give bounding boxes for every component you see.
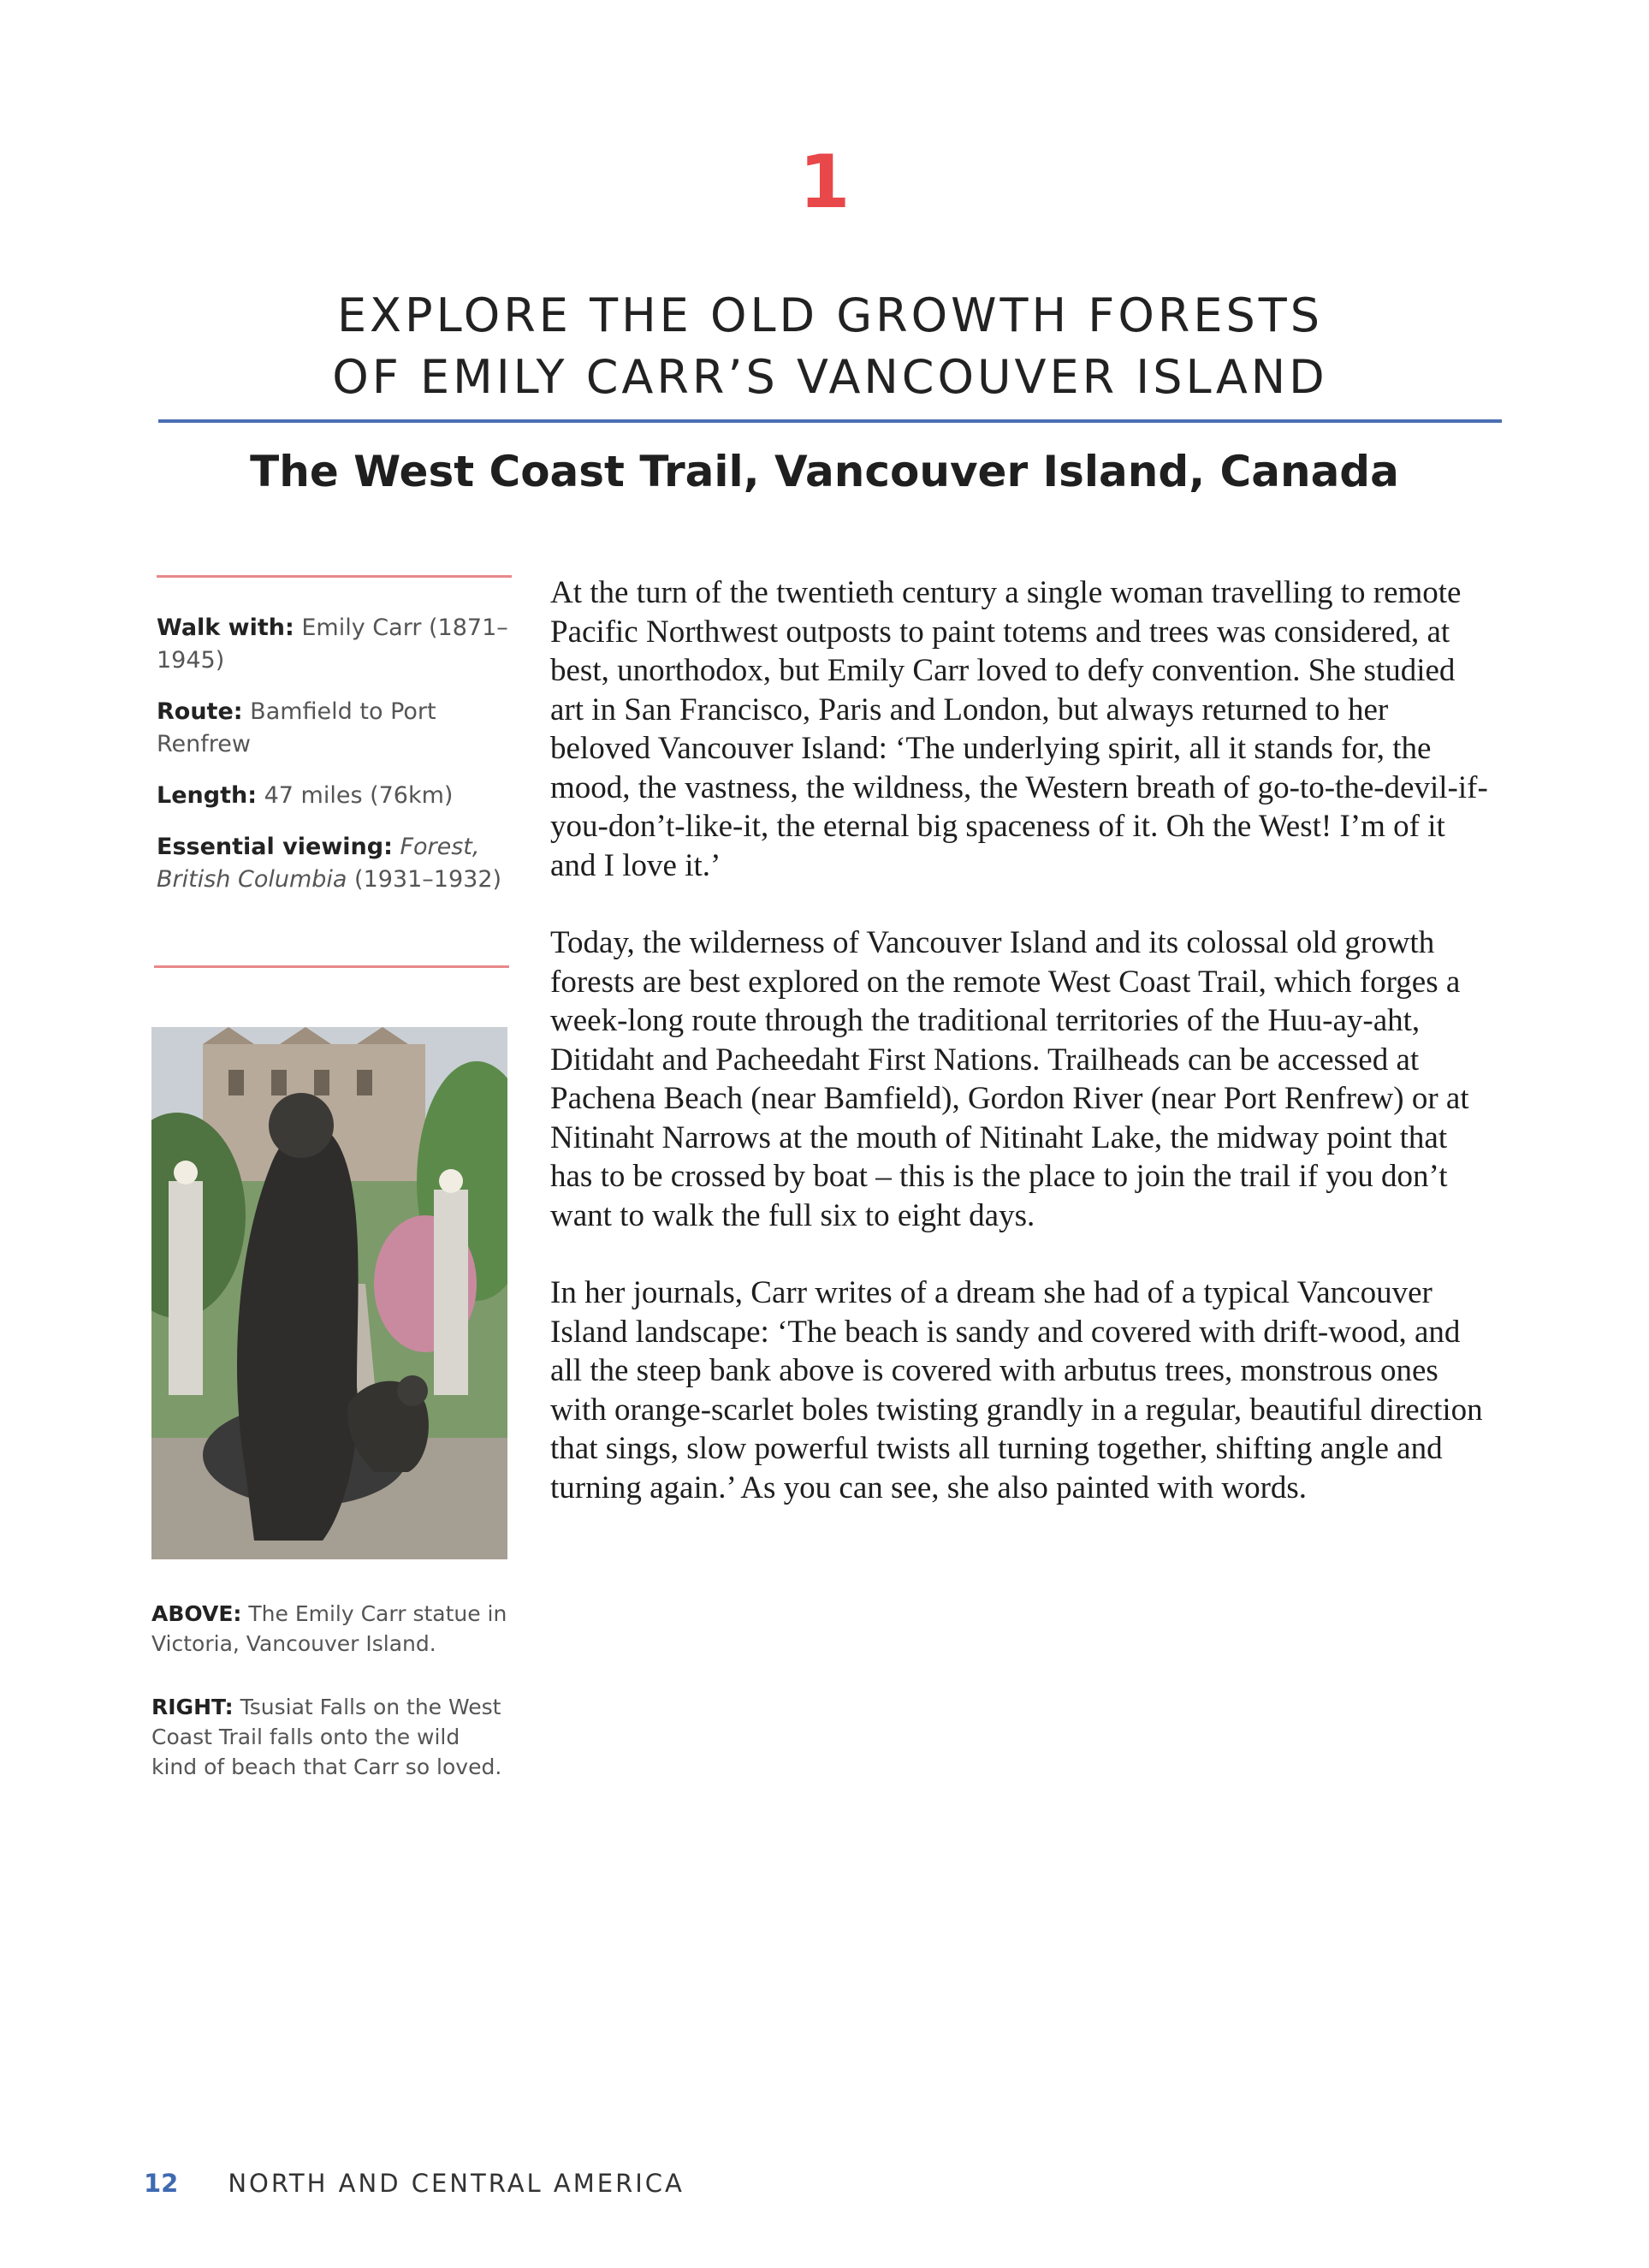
chapter-title	[163, 285, 1498, 408]
walk-with-label: Walk with:	[157, 614, 294, 641]
caption-above-label: ABOVE:	[151, 1601, 242, 1626]
emily-carr-statue-photo	[151, 1027, 507, 1559]
walk-with-item	[157, 612, 525, 677]
length-value: 47 miles (76km)	[264, 782, 454, 809]
article-body	[550, 573, 1496, 1546]
caption-right-label: RIGHT:	[151, 1695, 234, 1719]
photo-top-rule	[154, 965, 509, 968]
chapter-subtitle: The West Coast Trail, Vancouver Island, Canada	[250, 447, 1399, 496]
body-paragraph-3: In her journals, Carr writes of a dream she had of a typical Vancouver Island landscape: ‘The beach is sandy and covered with drift-wood, and all the steep bank above is covered with arbutus trees, monstrous ones with orange-scarlet boles twisting grandly in a regular, beautiful direction that sings, slow powerful twists all turning together, shifting angle and turning again.’ As you can see, she also painted with words.	[550, 1275, 1483, 1505]
chapter-number: 1	[798, 140, 851, 225]
body-paragraph-2: Today, the wilderness of Vancouver Island and its colossal old growth forests are best explored on the remote West Coast Trail, which forges a week-long route through the traditional territories of the Huu-ay-aht, Ditidaht and Pacheedaht First Nations. Trailheads can be accessed at Pachena Beach (near Bamfield), Gordon River (near Port Renfrew) or at Nitinaht Narrows at the mouth of Nitinaht Lake, the midway point that has to be crossed by boat – this is the place to join the trail if you don’t want to walk the full six to eight days.	[550, 925, 1469, 1233]
essential-viewing-years: (1931–1932)	[354, 866, 502, 893]
chapter-title-line-2: OF EMILY CARR’S VANCOUVER ISLAND	[332, 350, 1328, 404]
title-divider	[158, 419, 1502, 423]
route-label: Route:	[157, 698, 243, 725]
walk-with-value: Emily Carr (1871–1945)	[157, 614, 508, 674]
section-name: NORTH AND CENTRAL AMERICA	[228, 2169, 685, 2198]
walk-info-box	[157, 612, 525, 915]
essential-viewing-item	[157, 831, 525, 896]
caption-right	[151, 1692, 511, 1782]
caption-above-text: The Emily Carr statue in Victoria, Vancouver Island.	[151, 1601, 507, 1656]
caption-right-text: Tsusiat Falls on the West Coast Trail falls onto the wild kind of beach that Carr so loved.	[151, 1695, 502, 1779]
chapter-title-line-1: EXPLORE THE OLD GROWTH FORESTS	[336, 288, 1324, 342]
length-label: Length:	[157, 782, 257, 809]
essential-viewing-title: Forest, British Columbia	[157, 834, 480, 893]
body-paragraph-1: At the turn of the twentieth century a single woman travelling to remote Pacific Northwest outposts to paint totems and trees was considered, at best, unorthodox, but Emily Carr loved to defy convention. She studied art in San Francisco, Paris and London, but always returned to her beloved Vancouver Island: ‘The underlying spirit, all it stands for, the mood, the vastness, the wildness, the Western breath of go-to-the-devil-if-you-don’t-like-it, the eternal big spaceness of it. Oh the West! I’m of it and I love it.’	[550, 575, 1488, 883]
caption-above	[151, 1599, 511, 1659]
page-footer	[144, 2169, 685, 2198]
route-item	[157, 696, 525, 761]
route-value: Bamfield to Port Renfrew	[157, 698, 436, 757]
essential-viewing-label: Essential viewing:	[157, 834, 393, 860]
page-number: 12	[144, 2169, 179, 2198]
length-item	[157, 780, 525, 812]
info-box-top-rule	[157, 575, 512, 578]
